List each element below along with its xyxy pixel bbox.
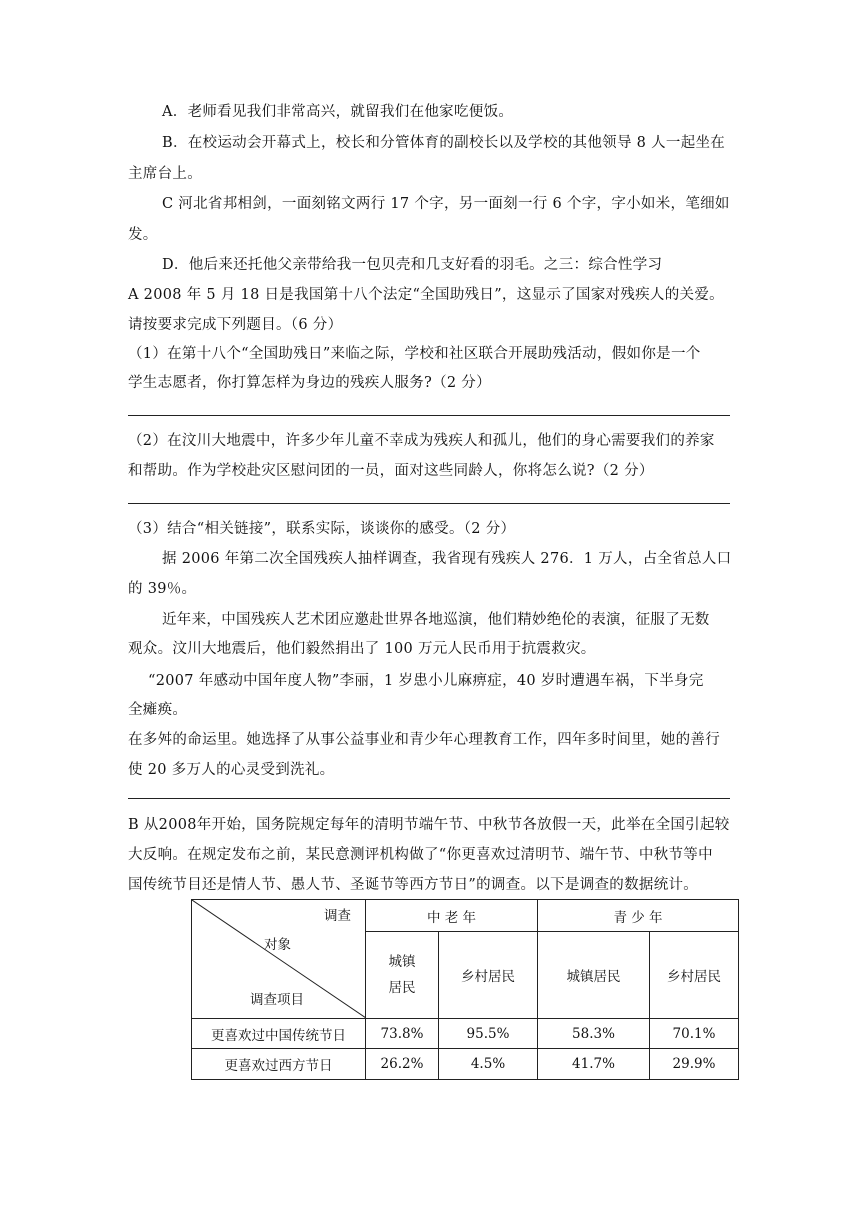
cell-value: 70.1%: [650, 1019, 739, 1049]
option-d: D．他后来还托他父亲带给我一包贝壳和几支好看的羽毛。之三：综合性学习: [162, 257, 663, 273]
cell-value: 95.5%: [439, 1019, 538, 1049]
link-paragraph-1-cont: 的 39％。: [128, 581, 197, 597]
link-paragraph-2-cont: 观众。汶川大地震后，他们毅然捐出了 100 万元人民币用于抗震救灾。: [128, 641, 596, 657]
section-b-intro: B 从2008年开始，国务院规定每年的清明节端午节、中秋节各放假一天，此举在全国引起较: [128, 817, 730, 833]
link-paragraph-3: “2007 年感动中国年度人物”李丽，1 岁患小儿麻痹症，40 岁时遭遇车祸，下半身完: [148, 673, 704, 689]
question-1-cont: 学生志愿者，你打算怎样为身边的残疾人服务?（2 分）: [128, 375, 491, 391]
row-label: 更喜欢过西方节日: [192, 1049, 366, 1080]
question-2-cont: 和帮助。作为学校赴灾区慰问团的一员，面对这些同龄人，你将怎么说?（2 分）: [128, 463, 654, 479]
col-header-elder-town: [366, 932, 439, 1019]
option-c: C 河北省邦相剑，一面刻铭文两行 17 个字，另一面刻一行 6 个字，字小如米，笔细如: [162, 196, 730, 212]
diagonal-header-cell: [192, 900, 366, 1019]
section-a-intro: A 2008 年 5 月 18 日是我国第十八个法定“全国助残日”，这显示了国家对残疾人的关爱。: [128, 287, 724, 303]
section-b-intro-cont: 大反响。在规定发布之前，某民意测评机构做了“你更喜欢过清明节、端午节、中秋节等中: [128, 847, 713, 863]
option-a: A．老师看见我们非常高兴，就留我们在他家吃便饭。: [162, 104, 514, 120]
diag-label-survey: 调查: [324, 908, 351, 924]
cell-value: 58.3%: [538, 1019, 650, 1049]
link-paragraph-4: 在多舛的命运里。她选择了从事公益事业和青少年心理教育工作，四年多时间里，她的善行: [128, 732, 720, 748]
answer-line-1: [128, 415, 730, 416]
diag-label-item: 调查项目: [250, 992, 304, 1008]
section-b-intro-cont-2: 国传统节目还是情人节、愚人节、圣诞节等西方节日”的调查。以下是调查的数据统计。: [128, 877, 699, 893]
link-paragraph-1: 据 2006 年第二次全国残疾人抽样调查，我省现有残疾人 276．1 万人，占全省总人口: [162, 551, 732, 567]
diag-label-subject: 对象: [264, 937, 291, 953]
option-b: B．在校运动会开幕式上，校长和分管体育的副校长以及学校的其他领导 8 人一起坐在: [162, 135, 726, 151]
group-header-youth: 青 少 年: [538, 900, 739, 932]
link-paragraph-4-cont: 使 20 多万人的心灵受到洗礼。: [128, 762, 335, 778]
link-paragraph-2: 近年来，中国残疾人艺术团应邀赴世界各地巡演，他们精妙绝伦的表演，征服了无数: [162, 612, 710, 628]
cell-value: 26.2%: [366, 1049, 439, 1080]
question-2: （2）在汶川大地震中，许多少年儿童不幸成为残疾人和孤儿，他们的身心需要我们的养家: [128, 433, 715, 449]
section-a-instruction: 请按要求完成下列题目。（6 分）: [128, 317, 343, 333]
question-3: （3）结合“相关链接”，联系实际，谈谈你的感受。（2 分）: [128, 521, 516, 537]
col-header-youth-town: 城镇居民: [538, 932, 650, 1019]
cell-value: 29.9%: [650, 1049, 739, 1080]
col-header-youth-rural: 乡村居民: [650, 932, 739, 1019]
answer-line-3: [128, 798, 730, 799]
table-row: [192, 1049, 739, 1080]
cell-value: 41.7%: [538, 1049, 650, 1080]
col-header-label: 城镇居民: [388, 954, 416, 997]
option-c-cont: 发。: [128, 227, 158, 243]
group-header-elder: 中 老 年: [366, 900, 538, 932]
link-paragraph-3-cont: 全瘫痪。: [128, 702, 188, 718]
table-row: [192, 1019, 739, 1049]
table-header-row-1: [192, 900, 739, 932]
col-header-elder-rural: 乡村居民: [439, 932, 538, 1019]
option-b-cont: 主席台上。: [128, 166, 202, 182]
cell-value: 73.8%: [366, 1019, 439, 1049]
survey-table: [191, 899, 739, 1080]
row-label: 更喜欢过中国传统节日: [192, 1019, 366, 1049]
question-1: （1）在第十八个“全国助残日”来临之际，学校和社区联合开展助残活动，假如你是一个: [128, 346, 701, 362]
cell-value: 4.5%: [439, 1049, 538, 1080]
answer-line-2: [128, 503, 730, 504]
